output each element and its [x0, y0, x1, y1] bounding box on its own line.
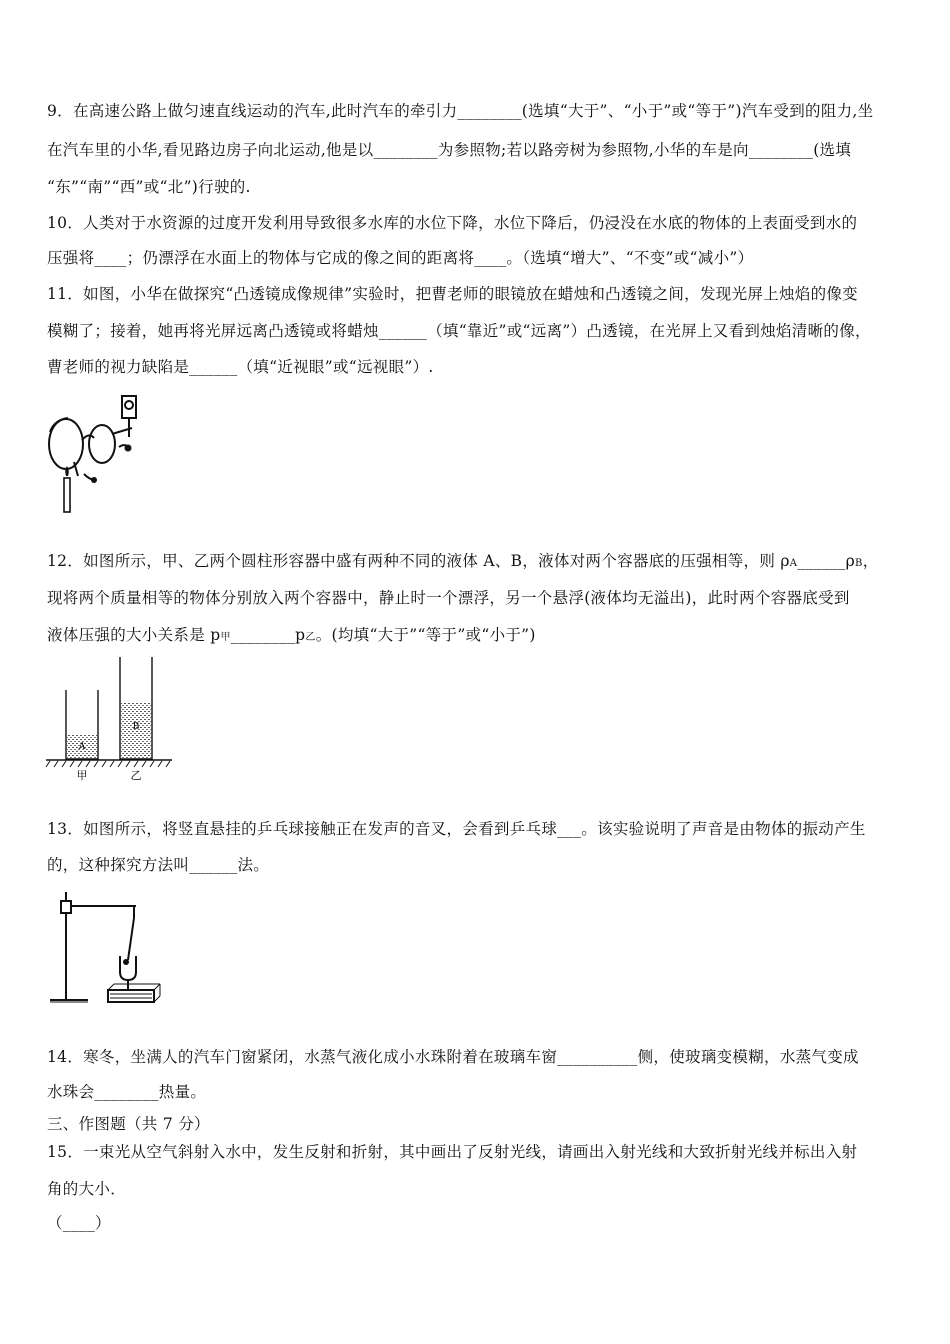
q12-line-2: 现将两个质量相等的物体分别放入两个容器中，静止时一个漂浮，另一个悬浮(液体均无溢出)，此时两个容器底受到	[47, 589, 850, 607]
q12-line-3-blank: ________p	[230, 626, 306, 644]
p-jia-subscript: 甲	[220, 632, 231, 643]
ping-pong-ball	[123, 959, 129, 965]
section-3-heading: 三、作图题（共 7 分）	[47, 1115, 210, 1133]
tuning-fork-figure	[44, 888, 180, 1010]
q9-line-3: “东”“南”“西”或“北”)行驶的.	[47, 178, 251, 196]
glasses-candle-figure	[44, 392, 144, 514]
containers-figure	[44, 655, 176, 783]
q12-line-1-end: ，	[862, 552, 879, 570]
q11-line-1: 11．如图，小华在做探究“凸透镜成像规律”实验时，把曹老师的眼镜放在蜡烛和凸透镜之间，发现光屏上烛焰的像变	[47, 285, 858, 303]
q13-line-1: 13．如图所示，将竖直悬挂的乒乓球接触正在发声的音叉，会看到乒乓球___。该实验说明了声音是由物体的振动产生	[47, 820, 866, 838]
label-b: B	[132, 722, 140, 732]
q12-line-3-end: 。(均填“大于”“等于”或“小于”)	[315, 626, 536, 644]
label-jia: 甲	[76, 769, 88, 782]
label-a: A	[78, 742, 86, 752]
rho-a-subscript: A	[789, 558, 798, 569]
q11-line-2: 模糊了；接着，她再将光屏远离凸透镜或将蜡烛______（填“靠近”或“远离”）凸透镜，在光屏上又看到烛焰清晰的像，	[47, 322, 871, 340]
q14-line-2: 水珠会________热量。	[47, 1083, 207, 1101]
q12-line-1	[47, 550, 879, 575]
q12-line-3-text: 液体压强的大小关系是 p	[47, 626, 221, 644]
q15-answer-blank: （____）	[47, 1214, 111, 1232]
q14-line-1: 14．寒冬，坐满人的汽车门窗紧闭，水蒸气液化成小水珠附着在玻璃车窗__________侧，使玻璃变模糊，水蒸气变成	[47, 1048, 859, 1066]
q10-line-2: 压强将____；仍漂浮在水面上的物体与它成的像之间的距离将____。（选填“增大”、“不变”或“减小”）	[47, 249, 754, 267]
q13-line-2: 的，这种探究方法叫______法。	[47, 856, 270, 874]
q9-line-2: 在汽车里的小华,看见路边房子向北运动,他是以________为参照物;若以路旁树为参照物,小华的车是向________(选填	[47, 141, 852, 159]
q11-line-3: 曹老师的视力缺陷是______（填“近视眼”或“远视眼”）.	[47, 358, 434, 376]
q12-line-1-blank: ______ρ	[797, 552, 856, 570]
q9-line-1: 9．在高速公路上做匀速直线运动的汽车,此时汽车的牵引力________(选填“大于”、“小于”或“等于”)汽车受到的阻力,坐	[47, 102, 874, 120]
q12-line-3	[47, 624, 536, 649]
q10-line-1: 10．人类对于水资源的过度开发利用导致很多水库的水位下降，水位下降后，仍浸没在水底的物体的上表面受到水的	[47, 214, 858, 232]
q15-line-1: 15．一束光从空气斜射入水中，发生反射和折射，其中画出了反射光线，请画出入射光线和大致折射光线并标出入射	[47, 1143, 858, 1161]
rho-b-subscript: B	[855, 558, 863, 569]
p-yi-subscript: 乙	[305, 632, 316, 643]
q15-line-2: 角的大小．	[47, 1180, 127, 1198]
q12-line-1-text: 12．如图所示，甲、乙两个圆柱形容器中盛有两种不同的液体 A、B，液体对两个容器底的压强相等，则 ρ	[47, 552, 790, 570]
label-yi: 乙	[130, 769, 142, 782]
